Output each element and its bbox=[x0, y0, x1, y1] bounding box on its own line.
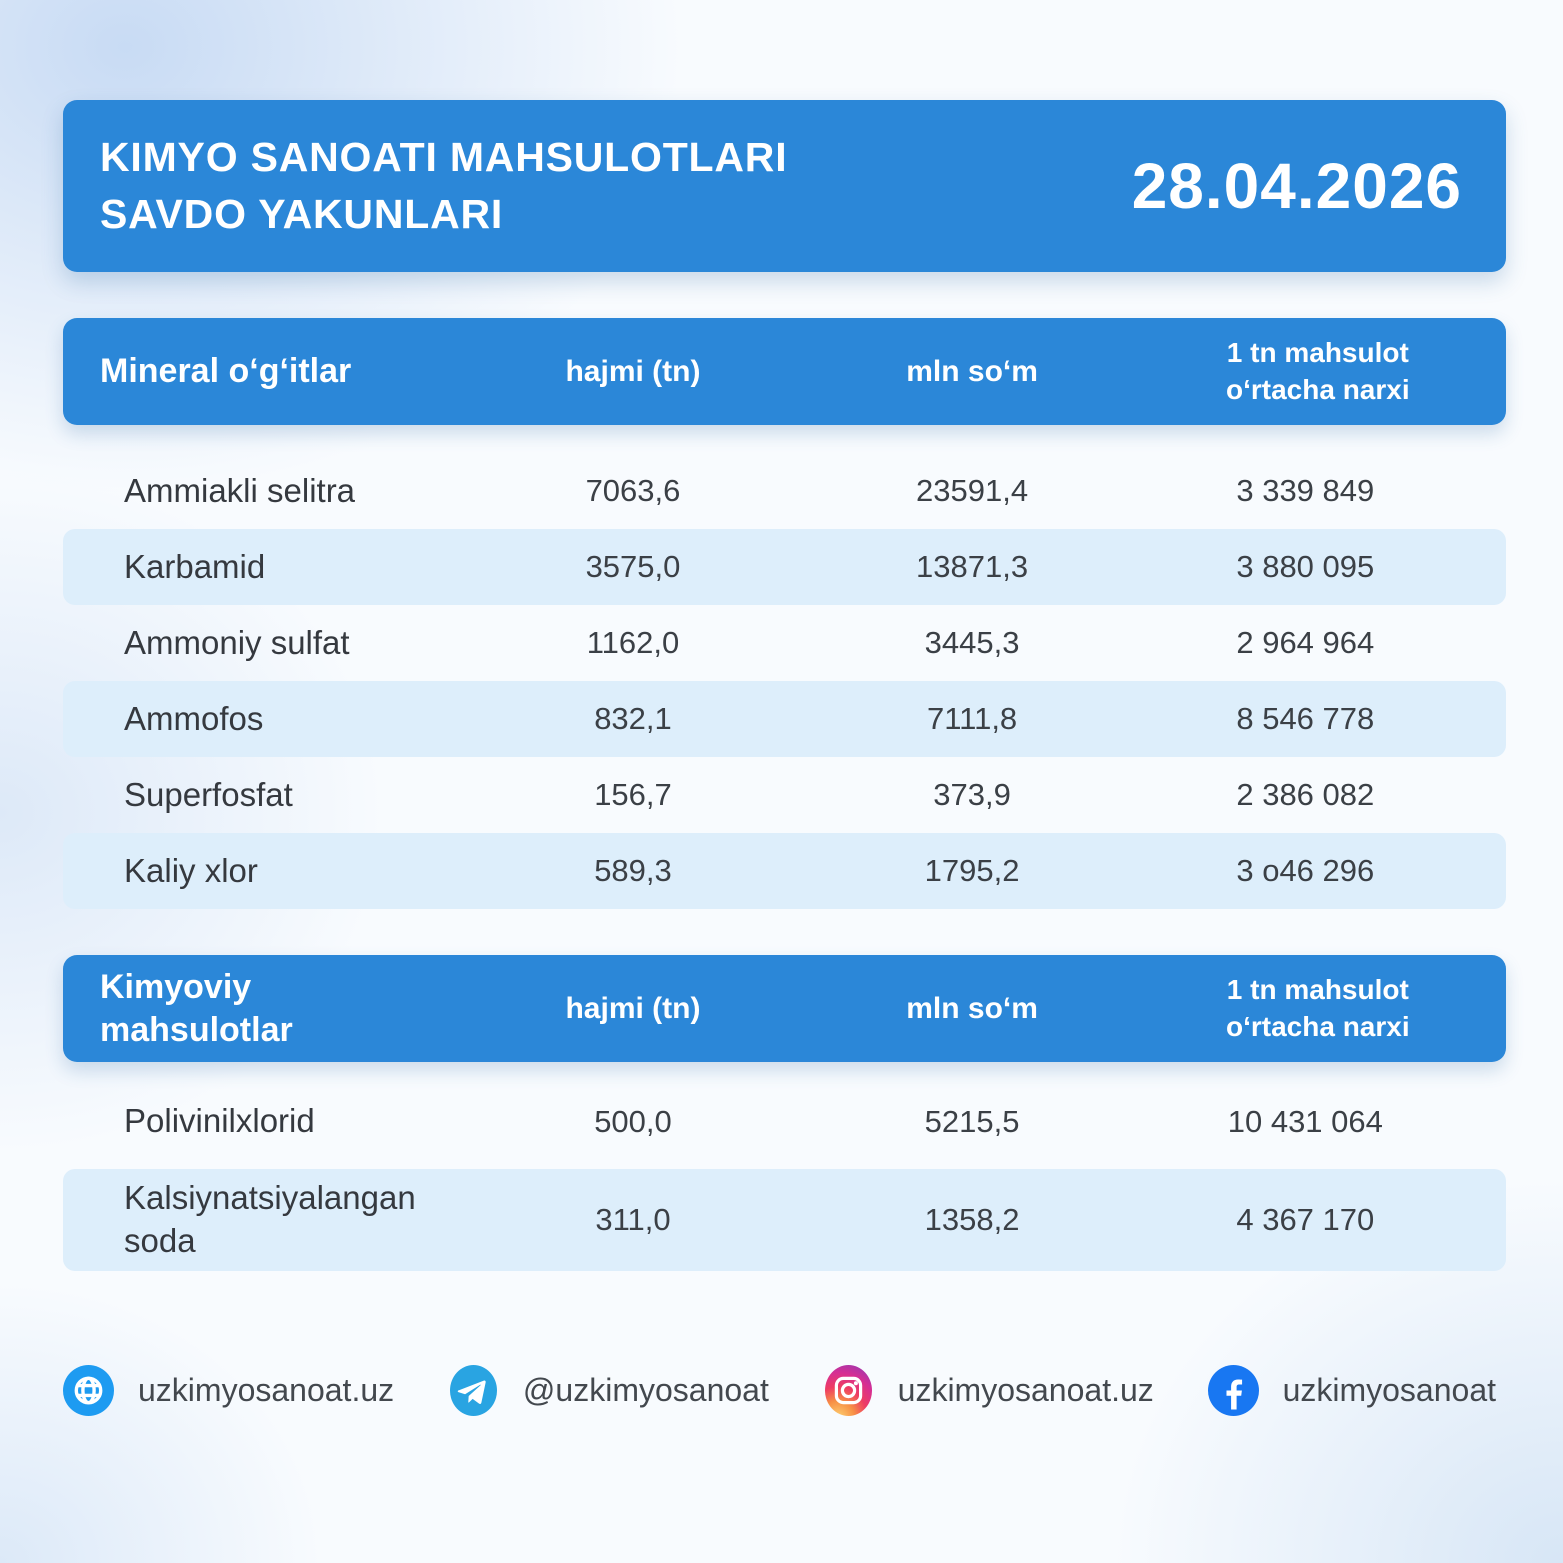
amount-cell: 5215,5 bbox=[924, 1103, 1020, 1139]
telegram-label: @uzkimyosanoat bbox=[522, 1371, 769, 1408]
page-title-line2: SAVDO YAKUNLARI bbox=[100, 191, 504, 237]
volume-cell: 311,0 bbox=[595, 1201, 671, 1237]
product-name-cell: Superfosfat bbox=[124, 775, 293, 813]
facebook-label: uzkimyosanoat bbox=[1282, 1371, 1496, 1408]
amount-cell: 3445,3 bbox=[924, 625, 1020, 660]
price-cell: 2 964 964 bbox=[1236, 625, 1375, 660]
table-row bbox=[63, 529, 1506, 605]
table-row bbox=[63, 681, 1506, 757]
price-cell: 3 339 849 bbox=[1236, 473, 1375, 508]
volume-cell: 500,0 bbox=[594, 1103, 672, 1139]
website-label: uzkimyosanoat.uz bbox=[138, 1371, 395, 1408]
product-name-cell: Ammofos bbox=[124, 699, 264, 737]
price-cell: 8 546 778 bbox=[1236, 701, 1375, 736]
facebook-icon bbox=[1208, 1365, 1259, 1416]
amount-cell: 373,9 bbox=[933, 777, 1011, 812]
amount-cell: 1795,2 bbox=[924, 853, 1020, 888]
globe-icon bbox=[63, 1365, 114, 1416]
amount-cell: 1358,2 bbox=[924, 1201, 1020, 1237]
product-name-cell: Ammiakli selitra bbox=[124, 471, 356, 509]
amount-cell: 23591,4 bbox=[916, 473, 1029, 508]
product-name-cell: Kalsiynatsiyalangan soda bbox=[124, 1179, 416, 1259]
footer-socials bbox=[63, 1365, 1506, 1416]
telegram-icon bbox=[448, 1365, 499, 1416]
mineral-table-header bbox=[63, 318, 1506, 425]
product-name-cell: Polivinilxlorid bbox=[124, 1102, 315, 1140]
price-cell: 3 o46 296 bbox=[1236, 853, 1375, 888]
table-row bbox=[63, 453, 1506, 529]
column-header-amount: mln so‘m bbox=[906, 991, 1038, 1025]
price-cell: 3 880 095 bbox=[1236, 549, 1375, 584]
product-name-cell: Karbamid bbox=[124, 547, 266, 585]
table-row bbox=[63, 1074, 1506, 1169]
column-header-category: Mineral o‘g‘itlar bbox=[100, 352, 352, 391]
header-card bbox=[63, 100, 1506, 272]
table-row bbox=[63, 757, 1506, 833]
telegram-link[interactable] bbox=[448, 1365, 769, 1416]
product-name-cell: Ammoniy sulfat bbox=[124, 623, 350, 661]
instagram-icon bbox=[823, 1365, 874, 1416]
table-row bbox=[63, 605, 1506, 681]
instagram-link[interactable] bbox=[823, 1365, 1154, 1416]
mineral-fertilizers-table bbox=[63, 318, 1506, 909]
column-header-amount: mln so‘m bbox=[906, 354, 1038, 388]
volume-cell: 156,7 bbox=[594, 777, 672, 812]
volume-cell: 832,1 bbox=[594, 701, 672, 736]
column-header-avg-price: 1 tn mahsulot o‘rtacha narxi bbox=[1225, 336, 1410, 405]
report-date: 28.04.2026 bbox=[1131, 150, 1462, 222]
chemical-table-title: Kimyoviy mahsulotlar bbox=[100, 968, 293, 1049]
product-name-cell: Kaliy xlor bbox=[124, 851, 258, 889]
instagram-label: uzkimyosanoat.uz bbox=[897, 1371, 1154, 1408]
volume-cell: 7063,6 bbox=[585, 473, 681, 508]
volume-cell: 589,3 bbox=[594, 853, 672, 888]
amount-cell: 13871,3 bbox=[916, 549, 1029, 584]
mineral-table-body bbox=[63, 425, 1506, 909]
price-cell: 4 367 170 bbox=[1236, 1201, 1375, 1237]
column-header-volume: hajmi (tn) bbox=[565, 354, 701, 388]
volume-cell: 1162,0 bbox=[586, 625, 680, 660]
website-link[interactable] bbox=[63, 1365, 394, 1416]
table-row bbox=[63, 833, 1506, 909]
page-title bbox=[100, 129, 787, 242]
column-header-volume: hajmi (tn) bbox=[565, 991, 701, 1025]
amount-cell: 7111,8 bbox=[926, 701, 1018, 736]
chemical-products-table bbox=[63, 955, 1506, 1271]
column-header-category bbox=[63, 966, 481, 1051]
page-title-line1: KIMYO SANOATI MAHSULOTLARI bbox=[100, 134, 788, 181]
table-row bbox=[63, 1169, 1506, 1271]
chemical-table-header bbox=[63, 955, 1506, 1062]
volume-cell: 3575,0 bbox=[585, 549, 681, 584]
price-cell: 10 431 064 bbox=[1227, 1103, 1383, 1139]
facebook-link[interactable] bbox=[1208, 1365, 1496, 1416]
column-header-avg-price: 1 tn mahsulot o‘rtacha narxi bbox=[1225, 973, 1410, 1042]
price-cell: 2 386 082 bbox=[1236, 777, 1375, 812]
chemical-table-body bbox=[63, 1062, 1506, 1271]
